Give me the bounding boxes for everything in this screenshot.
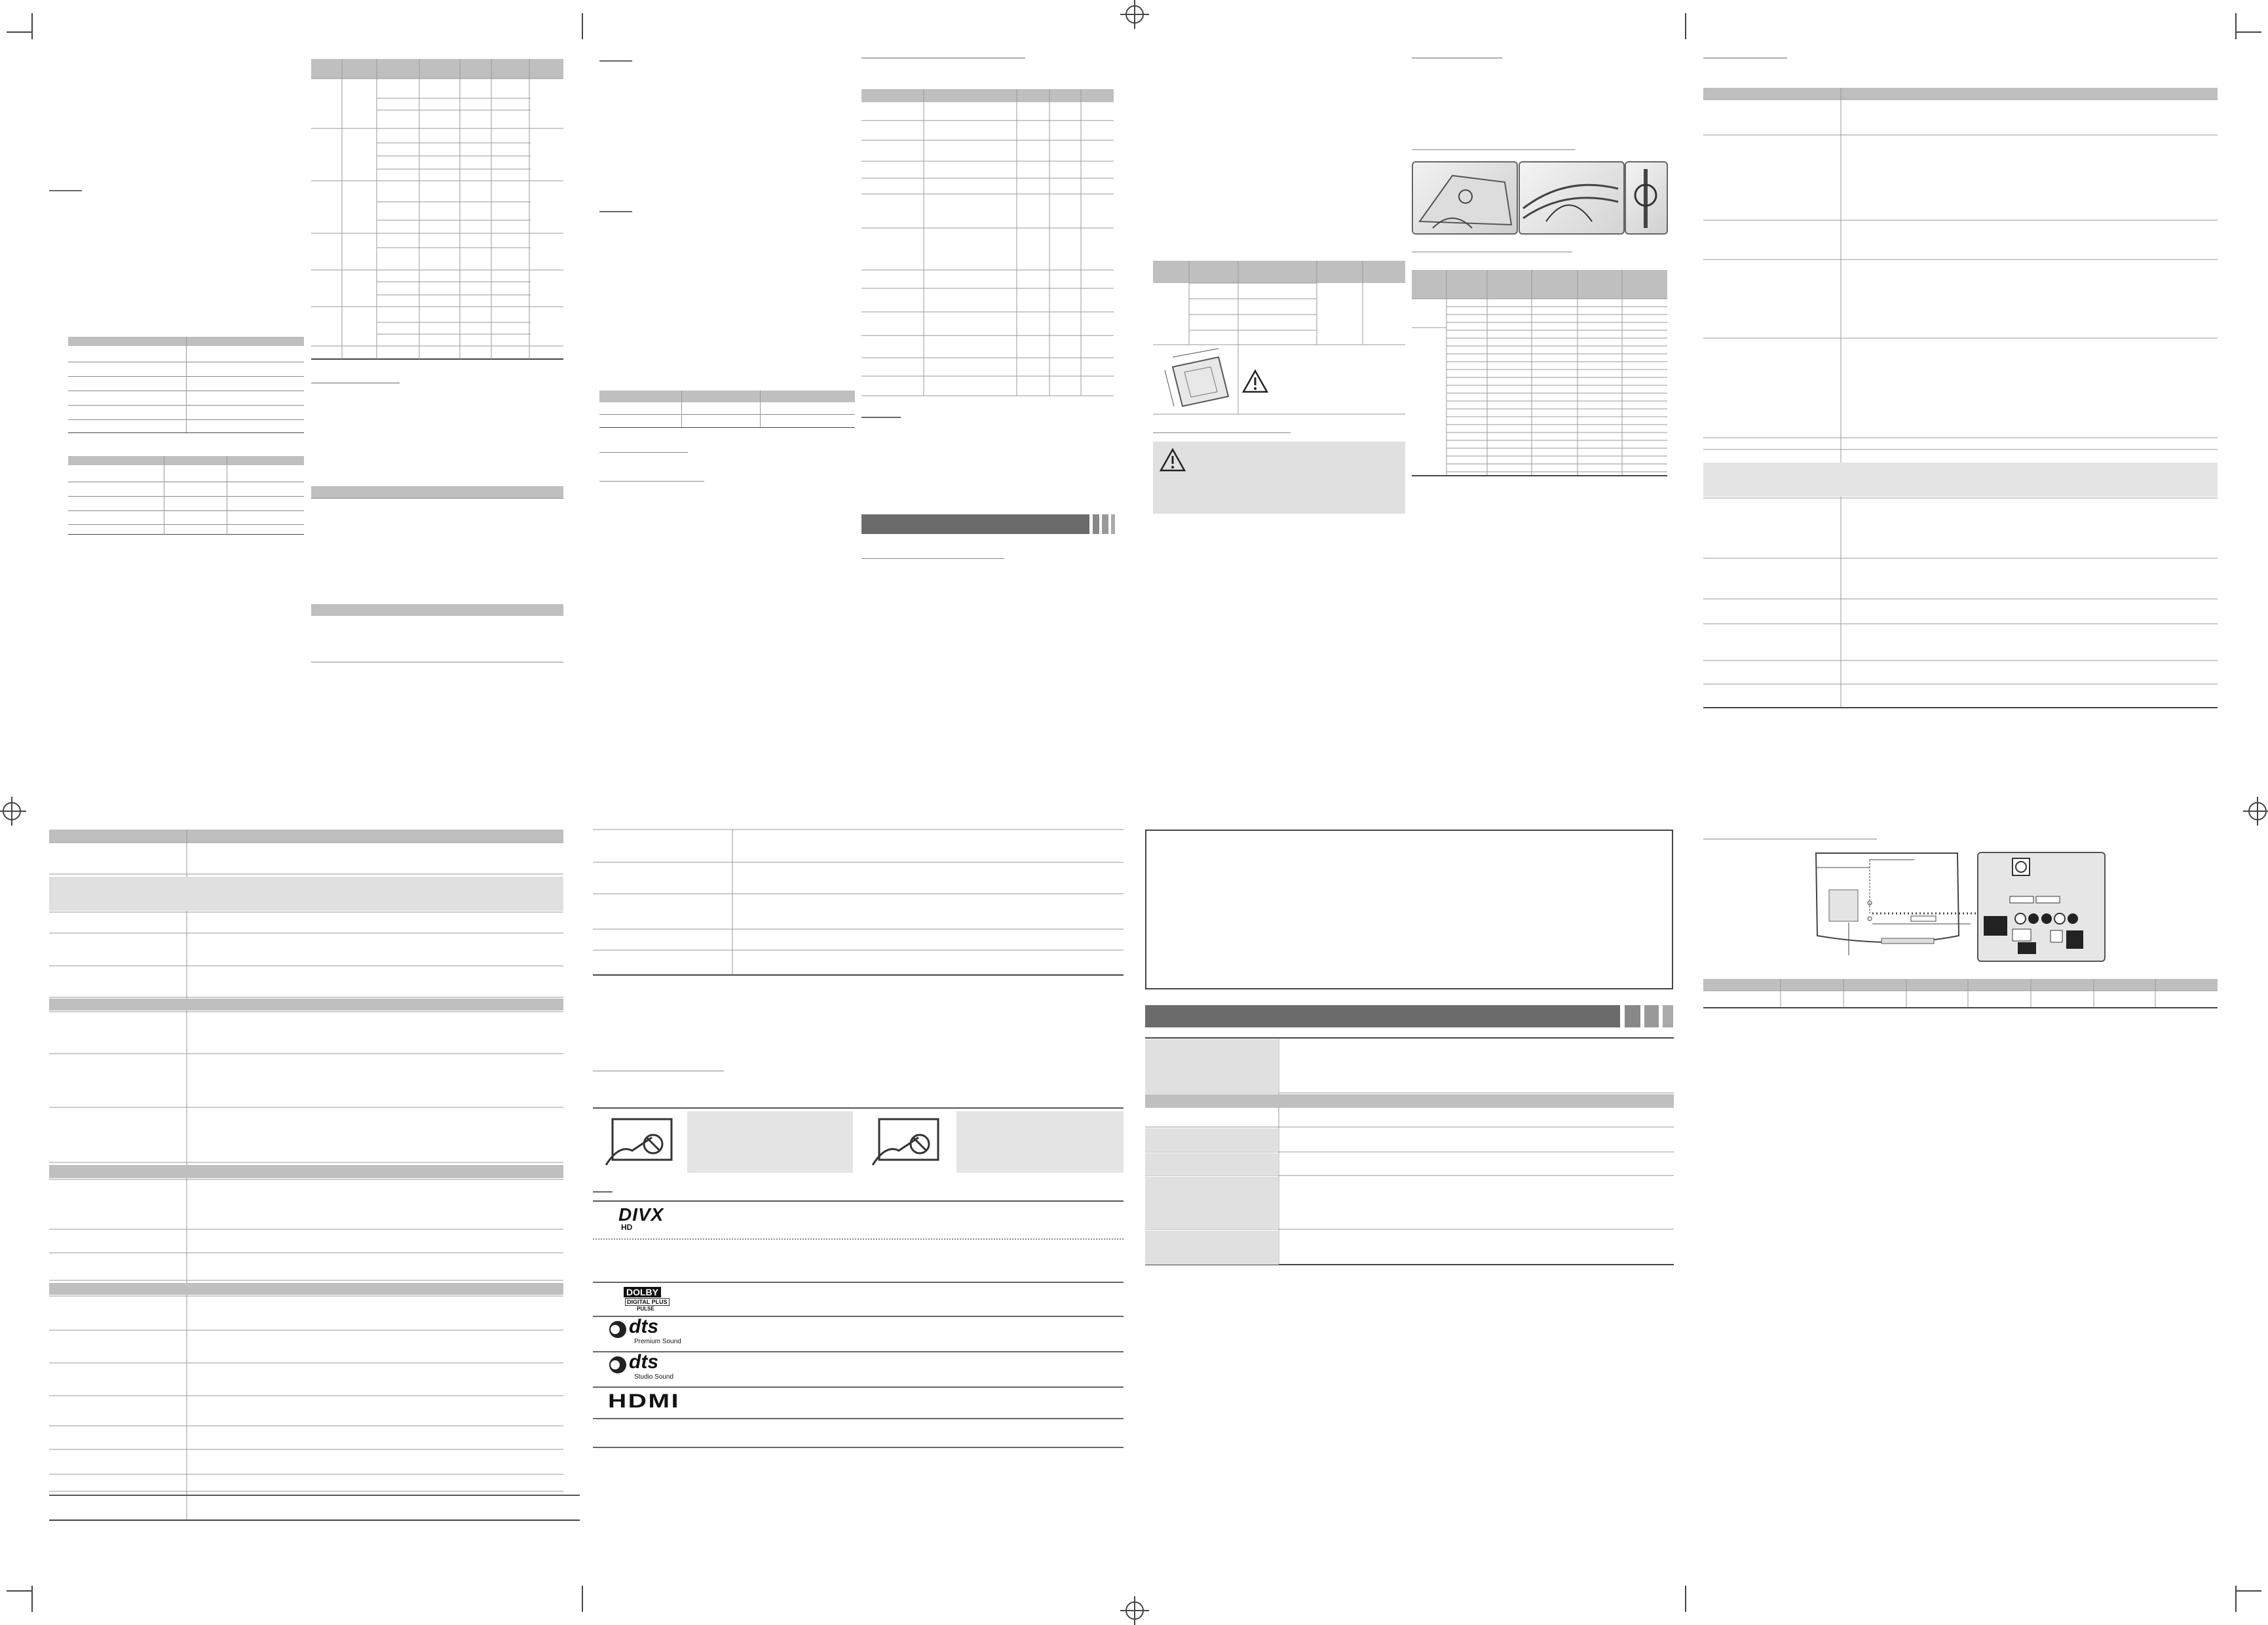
dts-studio-sound-logo: dts Studio Sound bbox=[608, 1354, 687, 1384]
hdmi-logo: HDMI bbox=[608, 1390, 681, 1412]
dts-premium-sound-logo: dts Premium Sound bbox=[608, 1318, 687, 1348]
divx-logo: DIVX bbox=[618, 1204, 664, 1225]
dolby-logo: DOLBY DIGITAL PLUS PULSE bbox=[624, 1287, 670, 1312]
divx-logo-sub: HD bbox=[621, 1223, 633, 1232]
